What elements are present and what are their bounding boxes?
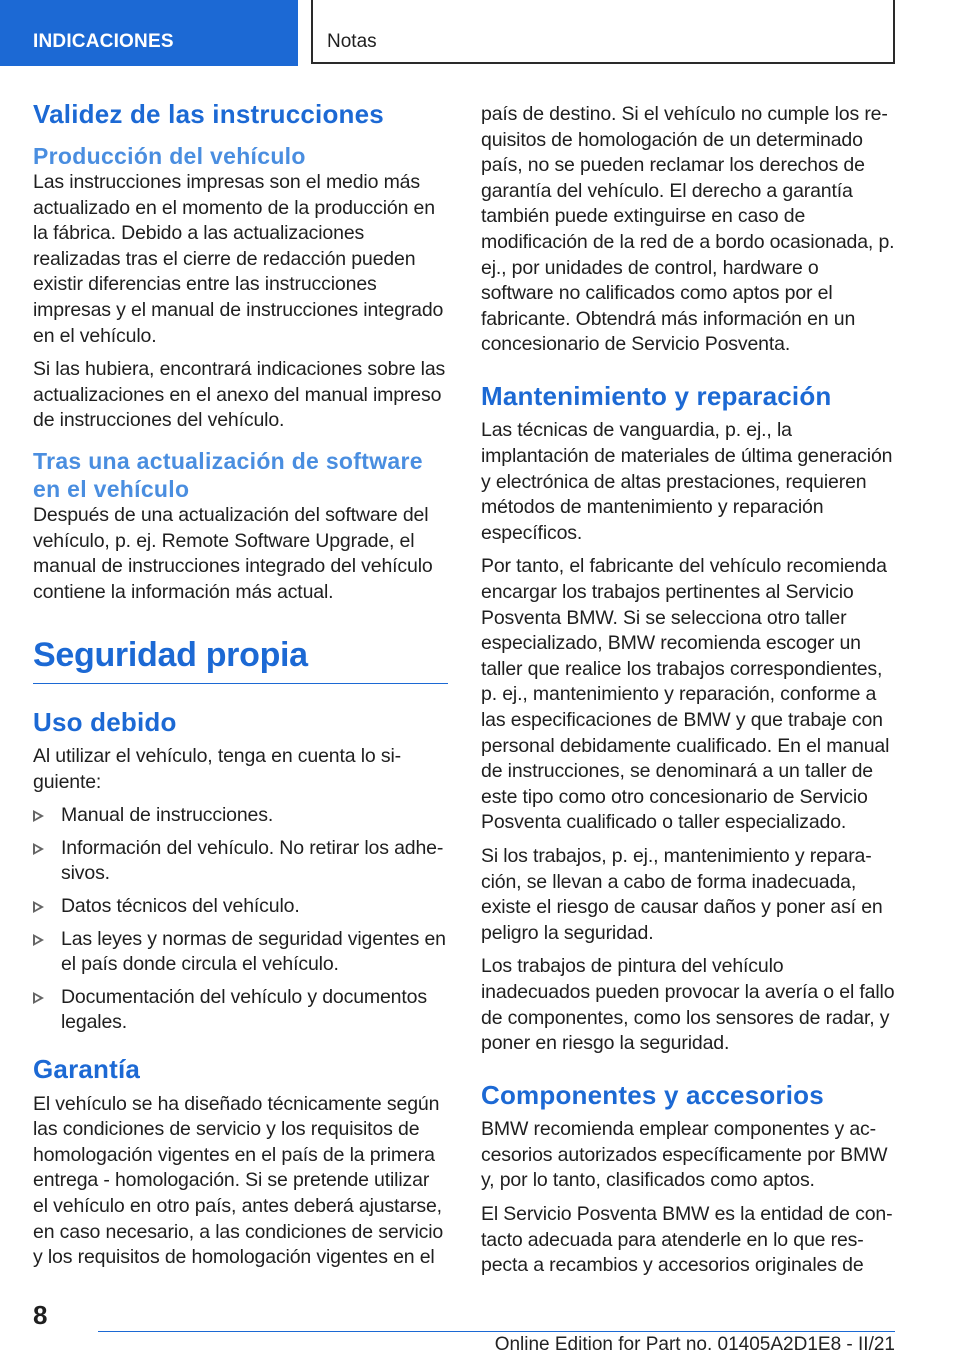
paragraph-produccion-1: Las instrucciones impresas son el medio más actualizado en el momento de la producción en la fábrica. Debido a las actualizaciones realizadas tras el cierre de redacción pueden existir diferencias entre las instrucciones impresas y el manual de instrucciones integrado en el vehículo.	[33, 171, 444, 347]
paragraph-mantenimiento-2: Por tanto, el fabricante del vehículo recomienda encargar los trabajos pertinentes al Servicio Posventa BMW. Si se selecciona otro taller especializado, BMW recomienda escoger un taller que realice los trabajos correspondientes, p. ej., mantenimiento y reparación, conforme a las especificaciones de BMW y que trabaje con personal debidamente cualificado. En el manual de instrucciones, se denominará a un taller de este tipo como otro concesionario de Servicio Posventa cualificado o taller especializado.	[481, 555, 890, 834]
list-item: Información del vehículo. No retirar los adhesivos.	[33, 836, 448, 887]
heading-mantenimiento: Mantenimiento y reparación	[481, 380, 832, 411]
bullet-list	[33, 803, 448, 1036]
list-item: Las leyes y normas de seguridad vigentes en el país donde circula el vehículo.	[33, 927, 448, 978]
paragraph-uso-debido: Al utilizar el vehículo, tenga en cuenta lo siguiente:	[33, 745, 402, 793]
triangle-bullet-icon	[33, 810, 44, 822]
paragraph-garantia-cont: país de destino. Si el vehículo no cumple los requisitos de homologación de un determinado país, no se pueden reclamar los derechos de garantía del vehículo. El derecho a garantía también puede extinguirse en caso de modificación de la red de a bordo ocasionada, p. ej., por unidades de control, hardware o software no calificados como aptos por el fabricante. Obtendrá más información en un concesionario de Servicio Posventa.	[481, 103, 895, 356]
right-column	[481, 98, 895, 1287]
heading-tras-actualizacion: Tras una actualización de software en el vehículo	[33, 448, 423, 502]
heading-validez: Validez de las instrucciones	[33, 99, 384, 129]
list-item: Datos técnicos del vehículo.	[33, 894, 448, 920]
list-item: Manual de instrucciones.	[33, 803, 448, 829]
paragraph-garantia: El vehículo se ha diseñado técnicamente según las condiciones de servicio y los requisitos de homologación vigentes en el país de la primera entrega - homologación. Si se pretende utilizar el vehículo en otro país, antes deberá ajustarse, en caso necesario, a las condiciones de servicio y los requisitos de homologación vigentes en el	[33, 1092, 444, 1269]
paragraph-componentes-2: El Servicio Posventa BMW es la entidad de contacto adecuada para atenderle en lo que respecta a recambios y accesorios originales de	[481, 1202, 893, 1277]
list-item: Documentación del vehículo y documentos legales.	[33, 985, 448, 1036]
triangle-bullet-icon	[33, 934, 44, 946]
footer-edition: Online Edition for Part no. 01405A2D1E8 - II/21	[494, 1334, 895, 1355]
section-tab-indicaciones[interactable]: INDICACIONES	[0, 0, 298, 66]
triangle-bullet-icon	[33, 843, 44, 855]
left-column	[33, 98, 448, 1279]
heading-componentes: Componentes y accesorios	[481, 1079, 824, 1110]
triangle-bullet-icon	[33, 901, 44, 913]
footer-divider	[98, 1331, 895, 1332]
paragraph-mantenimiento-3: Si los trabajos, p. ej., mantenimiento y reparación, se llevan a cabo de forma inadecuada, existe el riesgo de causar daños y poner así en peligro la seguridad.	[481, 844, 883, 944]
paragraph-mantenimiento-1: Las técnicas de vanguardia, p. ej., la implantación de materiales de última generación y electrónica de altas prestaciones, requieren métodos de mantenimiento y reparación específicos.	[481, 419, 893, 544]
heading-uso-debido: Uso debido	[33, 706, 177, 737]
paragraph-produccion-2: Si las hubiera, encontrará indicaciones sobre las actualizaciones en el anexo del manual impreso de instrucciones del vehículo.	[33, 358, 446, 432]
triangle-bullet-icon	[33, 992, 44, 1004]
page-header	[0, 0, 960, 66]
paragraph-tras-actualizacion: Después de una actualización del software del vehículo, p. ej. Remote Software Upgrade, el manual de instrucciones integrado del vehículo contiene la información más actual.	[33, 504, 433, 603]
heading-garantia: Garantía	[33, 1054, 141, 1085]
paragraph-componentes-1: BMW recomienda emplear componentes y accesorios autorizados específicamente por BMW y, por lo tanto, clasificados como aptos.	[481, 1118, 888, 1192]
paragraph-mantenimiento-4: Los trabajos de pintura del vehículo inadecuados pueden provocar la avería o el fallo de componentes, como los sensores de radar, y poner en riesgo la seguridad.	[481, 955, 895, 1055]
heading-produccion: Producción del vehículo	[33, 142, 306, 169]
notes-tab[interactable]: Notas	[311, 0, 895, 64]
page-number: 8	[33, 1300, 48, 1330]
section-title-seguridad: Seguridad propia	[33, 614, 448, 684]
